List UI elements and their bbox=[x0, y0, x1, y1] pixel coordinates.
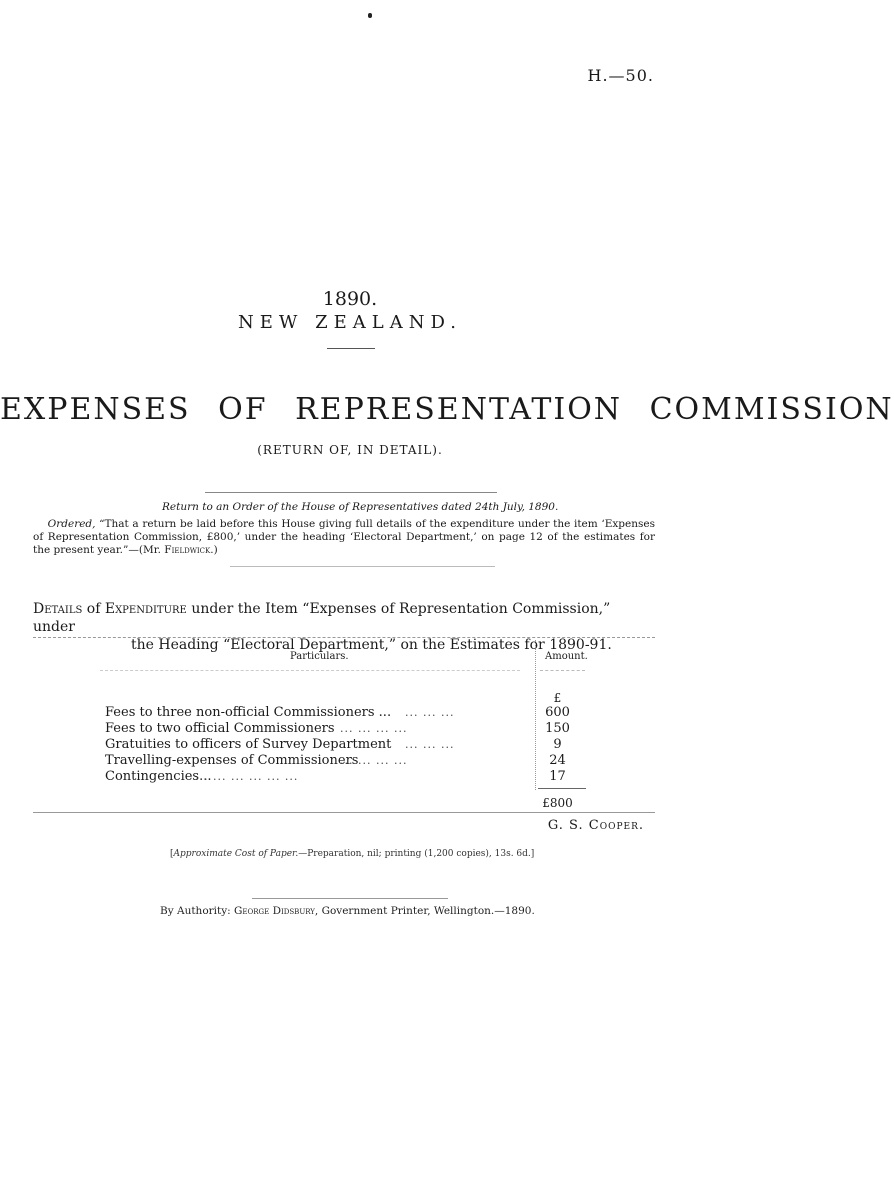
document-title: EXPENSES OF REPRESENTATION COMMISSION bbox=[0, 392, 894, 427]
details-line2: the Heading “Electoral Department,” on the Estimates for 1890-91. bbox=[131, 637, 612, 653]
table-bottom-rule bbox=[33, 812, 655, 813]
ordered-paragraph bbox=[33, 518, 655, 557]
short-rule bbox=[327, 348, 375, 349]
authority-rule bbox=[252, 898, 448, 899]
details-line1-rest: under the Item “Expenses of Representation Commission,” under bbox=[33, 601, 611, 635]
row-amount: 24 bbox=[549, 753, 566, 768]
row-label: Fees to two official Commissioners bbox=[105, 721, 335, 736]
details-expenditure: Expenditure bbox=[104, 601, 187, 617]
row-amount: 17 bbox=[549, 769, 566, 784]
ordered-close: .) bbox=[210, 544, 218, 556]
row-leaders: ... ... ... ... bbox=[340, 722, 408, 735]
cost-note-lead: Approximate Cost of Paper. bbox=[173, 849, 299, 859]
cost-note: [Approximate Cost of Paper.—Preparation, nil; printing (1,200 copies), 13s. 6d.] bbox=[170, 849, 535, 859]
year-heading: 1890. bbox=[322, 288, 378, 310]
ordered-text: “That a return be laid before this House giving full details of the expenditure under the item ‘Expenses of Representation Commission, £800,’ under the heading ‘Electoral Department,’ on page 12 of the estimates for the present year.”—(Mr. bbox=[33, 518, 655, 556]
header-underline bbox=[100, 670, 520, 671]
row-leaders: ... ... ... bbox=[405, 706, 455, 719]
table-top-rule bbox=[33, 637, 655, 638]
details-heading bbox=[33, 600, 655, 654]
row-leaders: ... ... ... ... ... ... bbox=[195, 770, 299, 783]
authority-rest: , Government Printer, Wellington.—1890. bbox=[314, 905, 535, 917]
row-leaders: ... ... ... ... bbox=[340, 754, 408, 767]
table-row bbox=[105, 705, 525, 721]
return-order-line: Return to an Order of the House of Representatives dated 24th July, 1890. bbox=[162, 501, 559, 513]
amount-header: Amount. bbox=[545, 651, 588, 662]
row-label: Fees to three non-official Commissioners ... bbox=[105, 705, 392, 720]
particulars-header: Particulars. bbox=[290, 651, 349, 662]
details-of: of bbox=[86, 601, 101, 617]
row-amount: 9 bbox=[553, 737, 562, 752]
cost-note-text: —Preparation, nil; printing (1,200 copies), 13s. 6d. bbox=[298, 849, 531, 859]
table-row bbox=[105, 721, 525, 737]
authority-lead: By Authority: bbox=[160, 905, 231, 917]
table-row bbox=[105, 769, 525, 785]
row-amount: 150 bbox=[545, 721, 570, 736]
ordered-lead: Ordered, bbox=[47, 518, 96, 530]
authority-line bbox=[160, 905, 535, 917]
document-reference: H.—50. bbox=[587, 66, 654, 85]
order-bottom-rule bbox=[230, 566, 495, 567]
order-top-rule bbox=[205, 492, 497, 493]
table-row bbox=[105, 753, 525, 769]
total-amount: £800 bbox=[542, 796, 573, 810]
amount-header-underline bbox=[540, 670, 585, 671]
total-rule bbox=[538, 788, 586, 789]
ink-speck bbox=[368, 13, 372, 18]
currency-unit: £ bbox=[553, 691, 562, 705]
row-label: Gratuities to officers of Survey Department bbox=[105, 737, 392, 752]
row-amount: 600 bbox=[545, 705, 570, 720]
document-subtitle: (RETURN OF, IN DETAIL). bbox=[257, 443, 443, 457]
row-label: Contingencies... bbox=[105, 769, 212, 784]
row-label: Travelling-expenses of Commissioners bbox=[105, 753, 359, 768]
row-leaders: ... ... ... bbox=[405, 738, 455, 751]
authority-printer: George Didsbury bbox=[234, 905, 315, 917]
country-heading: NEW ZEALAND. bbox=[238, 312, 462, 333]
table-row bbox=[105, 737, 525, 753]
ordered-member: Fieldwick bbox=[164, 544, 211, 556]
signature: G. S. Cooper. bbox=[547, 818, 644, 833]
details-lead: Details bbox=[33, 601, 83, 617]
